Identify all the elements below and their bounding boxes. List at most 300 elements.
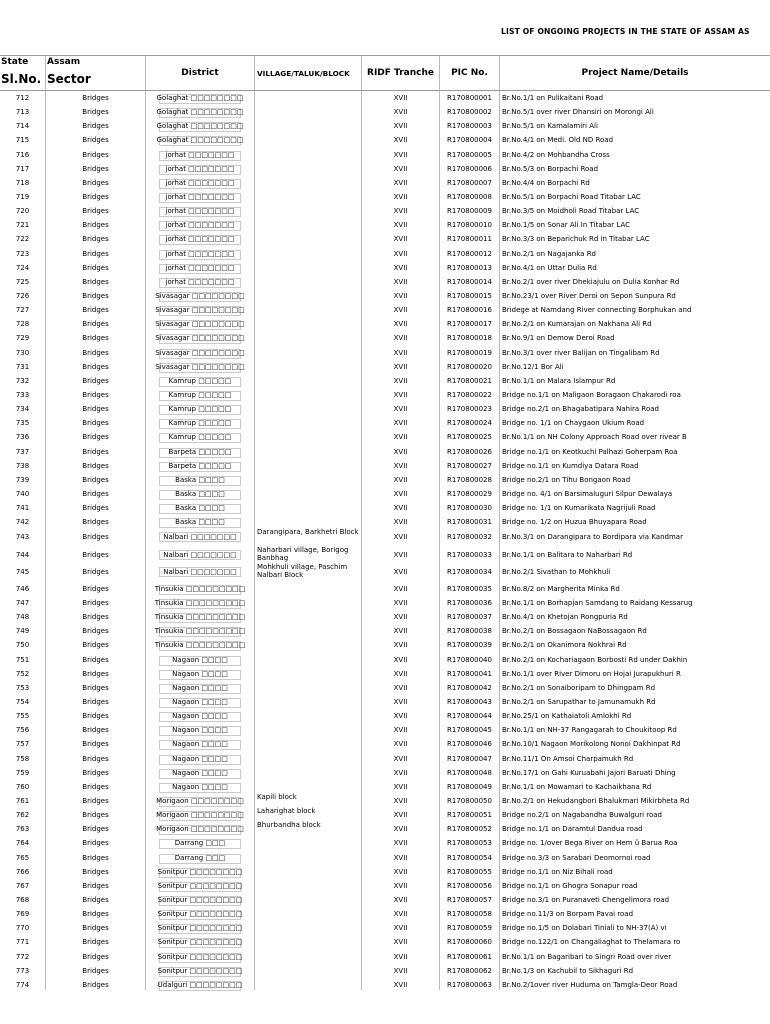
cell-ridf-tranche: XVII bbox=[393, 348, 408, 357]
table-row bbox=[0, 695, 770, 709]
cell-ridf-tranche: XVII bbox=[393, 683, 408, 692]
cell-district: Darrang □□□ bbox=[146, 836, 254, 850]
cell-ridf-tranche: XVII bbox=[393, 249, 408, 258]
cell-pic-no: R170800029 bbox=[447, 489, 492, 498]
table-row bbox=[0, 624, 770, 638]
table-row bbox=[0, 501, 770, 515]
cell-sl-no: 762 bbox=[15, 811, 30, 820]
cell-district: jorhat □□□□□□□ bbox=[146, 275, 254, 289]
cell-district: Nalbari □□□□□□□ bbox=[146, 564, 254, 581]
cell-project-name: Bridge no. 1/2 on Huzua Bhuyapara Road bbox=[502, 518, 647, 527]
cell-sector: Bridges bbox=[82, 655, 109, 664]
cell-ridf-tranche: XVII bbox=[393, 362, 408, 371]
cell-district: jorhat □□□□□□□ bbox=[146, 261, 254, 275]
cell-pic-no: R170800052 bbox=[447, 825, 492, 834]
table-row bbox=[0, 402, 770, 416]
table-row bbox=[0, 596, 770, 610]
cell-pic-no: R170800009 bbox=[447, 207, 492, 216]
table-row bbox=[0, 247, 770, 261]
cell-ridf-tranche: XVII bbox=[393, 726, 408, 735]
cell-pic-no: R170800010 bbox=[447, 221, 492, 230]
cell-sl-no: 729 bbox=[15, 334, 30, 343]
cell-district: Barpeta □□□□□ bbox=[146, 445, 254, 459]
cell-sector: Bridges bbox=[82, 895, 109, 904]
cell-ridf-tranche: XVII bbox=[393, 881, 408, 890]
cell-ridf-tranche: XVII bbox=[393, 910, 408, 919]
cell-sl-no: 770 bbox=[15, 924, 30, 933]
cell-sl-no: 773 bbox=[15, 966, 30, 975]
cell-sl-no: 732 bbox=[15, 376, 30, 385]
cell-ridf-tranche: XVII bbox=[393, 811, 408, 820]
cell-district: Nagaon □□□□ bbox=[146, 681, 254, 695]
cell-district: Nagaon □□□□ bbox=[146, 752, 254, 766]
cell-district: Sonitpur □□□□□□□□ bbox=[157, 924, 243, 933]
cell-sector: Bridges bbox=[82, 306, 109, 315]
cell-project-name: Br.No.1/1 on Mowamari to Kachaikhana Rd bbox=[502, 782, 652, 791]
cell-project-name: Bridge no.1/1 on Keotkuchi Palhazi Goherpam Roa bbox=[502, 447, 678, 456]
cell-ridf-tranche: XVII bbox=[393, 235, 408, 244]
cell-sector: Bridges bbox=[82, 740, 109, 749]
cell-district: Nalbari □□□□□□□ bbox=[146, 547, 254, 564]
cell-pic-no: R170800012 bbox=[447, 249, 492, 258]
table-row bbox=[0, 346, 770, 360]
cell-district: Nagaon □□□□ bbox=[146, 653, 254, 667]
cell-ridf-tranche: XVII bbox=[393, 94, 408, 102]
cell-sector: Bridges bbox=[82, 712, 109, 721]
cell-ridf-tranche: XVII bbox=[393, 291, 408, 300]
cell-district: Kamrup □□□□□ bbox=[146, 416, 254, 430]
cell-ridf-tranche: XVII bbox=[393, 207, 408, 216]
cell-project-name: Br.No.5/1 on Kamalamiri Ali bbox=[502, 122, 598, 131]
cell-village: Naharbari village, Borigog Banbhag bbox=[257, 545, 349, 562]
cell-project-name: Br.No.2/1 on Okanimora Nokhrai Rd bbox=[502, 641, 627, 650]
table-row bbox=[0, 374, 770, 388]
cell-sl-no: 734 bbox=[15, 405, 30, 414]
cell-sl-no: 723 bbox=[15, 249, 30, 258]
cell-sl-no: 756 bbox=[15, 726, 30, 735]
table-row bbox=[0, 515, 770, 529]
cell-pic-no: R170800053 bbox=[447, 839, 492, 848]
cell-sl-no: 733 bbox=[15, 390, 30, 399]
cell-project-name: Bridge no.1/5 on Dolabari Tiniali to NH-37(A) vi bbox=[502, 924, 667, 933]
cell-pic-no: R170800048 bbox=[447, 768, 492, 777]
cell-ridf-tranche: XVII bbox=[393, 641, 408, 650]
cell-sector: Bridges bbox=[82, 550, 109, 559]
cell-sl-no: 739 bbox=[15, 475, 30, 484]
cell-sector: Bridges bbox=[82, 348, 109, 357]
cell-ridf-tranche: XVII bbox=[393, 447, 408, 456]
cell-pic-no: R170800062 bbox=[447, 966, 492, 975]
cell-sl-no: 718 bbox=[15, 178, 30, 187]
cell-sector: Bridges bbox=[82, 768, 109, 777]
cell-project-name: Br.No.2/1 Sivathan to Mohkhuli bbox=[502, 568, 611, 577]
cell-pic-no: R170800031 bbox=[447, 518, 492, 527]
cell-sector: Bridges bbox=[82, 881, 109, 890]
cell-district: Tinsukia □□□□□□□□□ bbox=[154, 613, 246, 622]
table-row bbox=[0, 950, 770, 964]
cell-sector: Bridges bbox=[82, 938, 109, 947]
cell-sl-no: 728 bbox=[15, 320, 30, 329]
cell-pic-no: R170800007 bbox=[447, 178, 492, 187]
col-header-district: District bbox=[181, 68, 219, 78]
cell-district: jorhat □□□□□□□ bbox=[146, 204, 254, 218]
cell-pic-no: R170800018 bbox=[447, 334, 492, 343]
cell-pic-no: R170800059 bbox=[447, 924, 492, 933]
cell-ridf-tranche: XVII bbox=[393, 613, 408, 622]
cell-ridf-tranche: XVII bbox=[393, 952, 408, 961]
cell-project-name: Br.No.4/1 on Khetojan Rongpuria Rd bbox=[502, 613, 628, 622]
cell-sl-no: 725 bbox=[15, 277, 30, 286]
cell-sl-no: 737 bbox=[15, 447, 30, 456]
cell-project-name: Br.No.3/1 on Darangipara to Bordipara via Kandmar bbox=[502, 533, 683, 542]
cell-district: Sivasagar □□□□□□□□ bbox=[155, 334, 245, 343]
cell-district: jorhat □□□□□□□ bbox=[146, 176, 254, 190]
cell-ridf-tranche: XVII bbox=[393, 796, 408, 805]
cell-sl-no: 716 bbox=[15, 150, 30, 159]
cell-ridf-tranche: XVII bbox=[393, 376, 408, 385]
cell-sl-no: 720 bbox=[15, 207, 30, 216]
cell-district: Morigaon □□□□□□□□ bbox=[156, 811, 244, 820]
cell-sector: Bridges bbox=[82, 376, 109, 385]
table-row bbox=[0, 360, 770, 374]
cell-pic-no: R170800003 bbox=[447, 122, 492, 131]
cell-ridf-tranche: XVII bbox=[393, 853, 408, 862]
col-header-project: Project Name/Details bbox=[581, 68, 689, 78]
cell-pic-no: R170800034 bbox=[447, 568, 492, 577]
cell-sl-no: 749 bbox=[15, 627, 30, 636]
cell-sl-no: 750 bbox=[15, 641, 30, 650]
cell-village: Laharighat block bbox=[257, 807, 316, 816]
cell-sl-no: 766 bbox=[15, 867, 30, 876]
cell-pic-no: R170800017 bbox=[447, 320, 492, 329]
cell-village: Mohkhuli village, Paschim Nalbari Block bbox=[257, 563, 348, 580]
table-row bbox=[0, 331, 770, 345]
table-row bbox=[0, 430, 770, 444]
cell-project-name: Bridge no.1/1 on Niz Bihali road bbox=[502, 867, 613, 876]
cell-ridf-tranche: XVII bbox=[393, 263, 408, 272]
cell-ridf-tranche: XVII bbox=[393, 475, 408, 484]
cell-sector: Bridges bbox=[82, 475, 109, 484]
table-row bbox=[0, 851, 770, 865]
cell-district: Sonitpur □□□□□□□□ bbox=[157, 952, 243, 961]
cell-district: jorhat □□□□□□□ bbox=[146, 190, 254, 204]
cell-sector: Bridges bbox=[82, 94, 109, 102]
cell-pic-no: R170800021 bbox=[447, 376, 492, 385]
cell-project-name: Br.No.2/1 on Bossagaon NaBossagaon Rd bbox=[502, 627, 647, 636]
cell-pic-no: R170800063 bbox=[447, 980, 492, 989]
cell-sector: Bridges bbox=[82, 726, 109, 735]
cell-pic-no: R170800008 bbox=[447, 192, 492, 201]
cell-ridf-tranche: XVII bbox=[393, 867, 408, 876]
cell-ridf-tranche: XVII bbox=[393, 768, 408, 777]
cell-sl-no: 722 bbox=[15, 235, 30, 244]
cell-sector: Bridges bbox=[82, 178, 109, 187]
cell-pic-no: R170800042 bbox=[447, 683, 492, 692]
cell-sector: Bridges bbox=[82, 263, 109, 272]
cell-sector: Bridges bbox=[82, 136, 109, 145]
state-label: State bbox=[1, 57, 29, 67]
cell-project-name: Bridge no.2/1 on Tihu Bongaon Road bbox=[502, 475, 631, 484]
cell-sl-no: 735 bbox=[15, 419, 30, 428]
table-row bbox=[0, 752, 770, 766]
cell-sector: Bridges bbox=[82, 192, 109, 201]
cell-project-name: Bridge no.3/1 on Puranaveti Chengelimora road bbox=[502, 895, 670, 904]
cell-project-name: Br.No.4/1 on Medi. Old ND Road bbox=[502, 136, 614, 145]
cell-sl-no: 742 bbox=[15, 518, 30, 527]
cell-sector: Bridges bbox=[82, 924, 109, 933]
cell-sector: Bridges bbox=[82, 599, 109, 607]
cell-sl-no: 721 bbox=[15, 221, 30, 230]
table-row bbox=[0, 487, 770, 501]
table-row bbox=[0, 564, 770, 582]
cell-pic-no: R170800054 bbox=[447, 853, 492, 862]
table-row bbox=[0, 921, 770, 935]
cell-pic-no: R170800037 bbox=[447, 613, 492, 622]
cell-sl-no: 765 bbox=[15, 853, 30, 862]
cell-sector: Bridges bbox=[82, 669, 109, 678]
cell-sl-no: 741 bbox=[15, 504, 30, 513]
cell-sl-no: 713 bbox=[15, 108, 30, 117]
cell-district: Nagaon □□□□ bbox=[146, 737, 254, 751]
cell-district: Baska □□□□ bbox=[146, 487, 254, 501]
cell-pic-no: R170800047 bbox=[447, 754, 492, 763]
cell-project-name: Br.No.1/1 on Malara Islampur Rd bbox=[502, 376, 616, 385]
cell-district: jorhat □□□□□□□ bbox=[146, 148, 254, 162]
cell-pic-no: R170800028 bbox=[447, 475, 492, 484]
cell-sector: Bridges bbox=[82, 334, 109, 343]
cell-ridf-tranche: XVII bbox=[393, 712, 408, 721]
cell-project-name: Br.No.5/1 on Borpachi Road Titabar LAC bbox=[502, 192, 641, 201]
table-row bbox=[0, 119, 770, 133]
cell-project-name: Br.No.2/1 on Nagajanka Rd bbox=[502, 249, 597, 258]
cell-village: Bhurbandha block bbox=[257, 821, 321, 830]
cell-district: Sonitpur □□□□□□□□ bbox=[157, 867, 243, 876]
cell-district: Kamrup □□□□□ bbox=[146, 402, 254, 416]
cell-pic-no: R170800024 bbox=[447, 419, 492, 428]
cell-sector: Bridges bbox=[82, 362, 109, 371]
cell-pic-no: R170800023 bbox=[447, 405, 492, 414]
cell-project-name: Br.No.8/2 on Margherita Minka Rd bbox=[502, 584, 620, 593]
cell-pic-no: R170800036 bbox=[447, 599, 492, 607]
cell-project-name: Bridge no.3/3 on Sarabari Deomornoi road bbox=[502, 853, 651, 862]
cell-district: Morigaon □□□□□□□□ bbox=[156, 796, 244, 805]
cell-pic-no: R170800043 bbox=[447, 697, 492, 706]
cell-sl-no: 748 bbox=[15, 613, 30, 622]
cell-pic-no: R170800014 bbox=[447, 277, 492, 286]
cell-sl-no: 747 bbox=[15, 599, 30, 607]
cell-project-name: Br.No.2/1 on Kochariagaon Borbosti Rd under Dakhin bbox=[502, 655, 688, 664]
cell-ridf-tranche: XVII bbox=[393, 390, 408, 399]
header-row-columns bbox=[0, 69, 770, 91]
cell-sector: Bridges bbox=[82, 952, 109, 961]
cell-ridf-tranche: XVII bbox=[393, 320, 408, 329]
table-row bbox=[0, 232, 770, 246]
cell-sector: Bridges bbox=[82, 405, 109, 414]
cell-project-name: Br.No.4/4 on Borpachi Rd bbox=[502, 178, 590, 187]
cell-ridf-tranche: XVII bbox=[393, 306, 408, 315]
cell-district: jorhat □□□□□□□ bbox=[146, 162, 254, 176]
cell-sector: Bridges bbox=[82, 320, 109, 329]
cell-ridf-tranche: XVII bbox=[393, 122, 408, 131]
cell-pic-no: R170800019 bbox=[447, 348, 492, 357]
cell-district: jorhat □□□□□□□ bbox=[146, 218, 254, 232]
cell-district: Nalbari □□□□□□□ bbox=[146, 529, 254, 546]
cell-sector: Bridges bbox=[82, 207, 109, 216]
cell-sector: Bridges bbox=[82, 433, 109, 442]
table-row bbox=[0, 836, 770, 850]
cell-sl-no: 717 bbox=[15, 164, 30, 173]
table-row bbox=[0, 176, 770, 190]
cell-pic-no: R170800056 bbox=[447, 881, 492, 890]
cell-ridf-tranche: XVII bbox=[393, 150, 408, 159]
col-header-village: VILLAGE/TALUK/BLOCK bbox=[257, 69, 350, 78]
table-row bbox=[0, 582, 770, 596]
table-row bbox=[0, 289, 770, 303]
cell-ridf-tranche: XVII bbox=[393, 221, 408, 230]
cell-sector: Bridges bbox=[82, 249, 109, 258]
cell-district: Sivasagar □□□□□□□□ bbox=[155, 320, 245, 329]
table-row bbox=[0, 766, 770, 780]
cell-district: Tinsukia □□□□□□□□□ bbox=[154, 641, 246, 650]
cell-sector: Bridges bbox=[82, 447, 109, 456]
cell-sector: Bridges bbox=[82, 504, 109, 513]
cell-project-name: Br.No.1/1 over River Dimoru on Hojai Jurapukhuri R bbox=[502, 669, 681, 678]
cell-sector: Bridges bbox=[82, 683, 109, 692]
cell-project-name: Bridge no.1/1 on Daramtul Dandua road bbox=[502, 825, 643, 834]
cell-ridf-tranche: XVII bbox=[393, 966, 408, 975]
cell-sl-no: 727 bbox=[15, 306, 30, 315]
table-row bbox=[0, 638, 770, 652]
cell-sl-no: 752 bbox=[15, 669, 30, 678]
cell-project-name: Bridge no. 4/1 on Barsimaluguri Silpur Dewalaya bbox=[502, 489, 673, 498]
table-row bbox=[0, 317, 770, 331]
cell-ridf-tranche: XVII bbox=[393, 980, 408, 989]
cell-ridf-tranche: XVII bbox=[393, 754, 408, 763]
cell-district: Sivasagar □□□□□□□□ bbox=[155, 291, 245, 300]
state-value: Assam bbox=[47, 57, 81, 67]
table-row bbox=[0, 529, 770, 547]
cell-sl-no: 754 bbox=[15, 697, 30, 706]
cell-project-name: Br.No.1/1 on NH Colony Approach Road over rivear B bbox=[502, 433, 687, 442]
cell-sector: Bridges bbox=[82, 221, 109, 230]
cell-district: Sivasagar □□□□□□□□ bbox=[155, 362, 245, 371]
cell-ridf-tranche: XVII bbox=[393, 697, 408, 706]
cell-ridf-tranche: XVII bbox=[393, 518, 408, 527]
cell-sector: Bridges bbox=[82, 419, 109, 428]
cell-project-name: Bridge no.1/1 on Maligaon Boragaon Chakarodi roa bbox=[502, 390, 681, 399]
cell-sl-no: 760 bbox=[15, 782, 30, 791]
cell-sl-no: 731 bbox=[15, 362, 30, 371]
cell-sector: Bridges bbox=[82, 839, 109, 848]
cell-sl-no: 738 bbox=[15, 461, 30, 470]
cell-ridf-tranche: XVII bbox=[393, 599, 408, 607]
cell-pic-no: R170800039 bbox=[447, 641, 492, 650]
cell-project-name: Br.No.2/1 on Kumarajan on Nakhana Ali Rd bbox=[502, 320, 652, 329]
cell-district: Sonitpur □□□□□□□□ bbox=[157, 881, 243, 890]
cell-pic-no: R170800013 bbox=[447, 263, 492, 272]
cell-pic-no: R170800005 bbox=[447, 150, 492, 159]
cell-project-name: Br.No.2/1 on Sarupathar to Jamunamukh Rd bbox=[502, 697, 656, 706]
cell-village: Kapili block bbox=[257, 792, 297, 801]
cell-district: Sivasagar □□□□□□□□ bbox=[155, 348, 245, 357]
cell-district: Kamrup □□□□□ bbox=[146, 430, 254, 444]
cell-sector: Bridges bbox=[82, 568, 109, 577]
cell-project-name: Br.No.2/1 on Hekudangbori Bhalukmari Mikirbheta Rd bbox=[502, 796, 690, 805]
table-row bbox=[0, 865, 770, 879]
table-row bbox=[0, 303, 770, 317]
cell-ridf-tranche: XVII bbox=[393, 655, 408, 664]
cell-sl-no: 736 bbox=[15, 433, 30, 442]
cell-district: Sivasagar □□□□□□□□ bbox=[155, 306, 245, 315]
cell-project-name: Br.No.4/1 on Uttar Dulia Rd bbox=[502, 263, 597, 272]
cell-ridf-tranche: XVII bbox=[393, 568, 408, 577]
cell-sl-no: 744 bbox=[15, 550, 30, 559]
cell-project-name: Bridge no.11/3 on Borpam Pavai road bbox=[502, 910, 634, 919]
cell-sl-no: 712 bbox=[15, 94, 30, 102]
cell-district: Morigaon □□□□□□□□ bbox=[156, 825, 244, 834]
cell-district: Golaghat □□□□□□□□ bbox=[156, 136, 244, 145]
cell-ridf-tranche: XVII bbox=[393, 178, 408, 187]
cell-project-name: Br.No.1/1 on Pulikaitani Road bbox=[502, 94, 604, 102]
cell-sl-no: 767 bbox=[15, 881, 30, 890]
cell-ridf-tranche: XVII bbox=[393, 136, 408, 145]
table-row bbox=[0, 709, 770, 723]
cell-sl-no: 771 bbox=[15, 938, 30, 947]
cell-ridf-tranche: XVII bbox=[393, 489, 408, 498]
cell-sl-no: 740 bbox=[15, 489, 30, 498]
cell-sl-no: 715 bbox=[15, 136, 30, 145]
projects-table bbox=[0, 55, 770, 992]
cell-district: Nagaon □□□□ bbox=[146, 780, 254, 794]
cell-pic-no: R170800027 bbox=[447, 461, 492, 470]
cell-sector: Bridges bbox=[82, 108, 109, 117]
table-row bbox=[0, 416, 770, 430]
cell-pic-no: R170800057 bbox=[447, 895, 492, 904]
cell-district: Kamrup □□□□□ bbox=[146, 388, 254, 402]
cell-ridf-tranche: XVII bbox=[393, 277, 408, 286]
cell-sector: Bridges bbox=[82, 613, 109, 622]
cell-sector: Bridges bbox=[82, 122, 109, 131]
cell-sl-no: 774 bbox=[15, 980, 30, 989]
cell-district: Nagaon □□□□ bbox=[146, 709, 254, 723]
cell-district: jorhat □□□□□□□ bbox=[146, 232, 254, 246]
cell-sector: Bridges bbox=[82, 489, 109, 498]
cell-sector: Bridges bbox=[82, 150, 109, 159]
table-row bbox=[0, 978, 770, 992]
cell-sl-no: 761 bbox=[15, 796, 30, 805]
table-row bbox=[0, 204, 770, 218]
cell-district: Nagaon □□□□ bbox=[146, 695, 254, 709]
cell-district: Golaghat □□□□□□□□ bbox=[156, 122, 244, 131]
table-row bbox=[0, 275, 770, 289]
cell-district: Kamrup □□□□□ bbox=[146, 374, 254, 388]
cell-sl-no: 719 bbox=[15, 192, 30, 201]
table-body bbox=[0, 91, 770, 992]
cell-sector: Bridges bbox=[82, 811, 109, 820]
cell-district: Golaghat □□□□□□□□ bbox=[156, 94, 244, 102]
cell-ridf-tranche: XVII bbox=[393, 433, 408, 442]
cell-project-name: Br.No.17/1 on Gahi Kuruabahi Jajori Baruati Dhing bbox=[502, 768, 676, 777]
cell-pic-no: R170800035 bbox=[447, 584, 492, 593]
table-row bbox=[0, 737, 770, 751]
cell-project-name: Bridge no. 1/over Bega River on Hem û Barua Roa bbox=[502, 839, 678, 848]
cell-district: Sonitpur □□□□□□□□ bbox=[157, 910, 243, 919]
cell-project-name: Br.No.3/5 on Moidholi Road Titabar LAC bbox=[502, 207, 640, 216]
cell-sl-no: 751 bbox=[15, 655, 30, 664]
cell-sector: Bridges bbox=[82, 518, 109, 527]
cell-sl-no: 745 bbox=[15, 568, 30, 577]
cell-project-name: Br.No.2/1 on Sonaiboripam to Dhingpam Rd bbox=[502, 683, 656, 692]
